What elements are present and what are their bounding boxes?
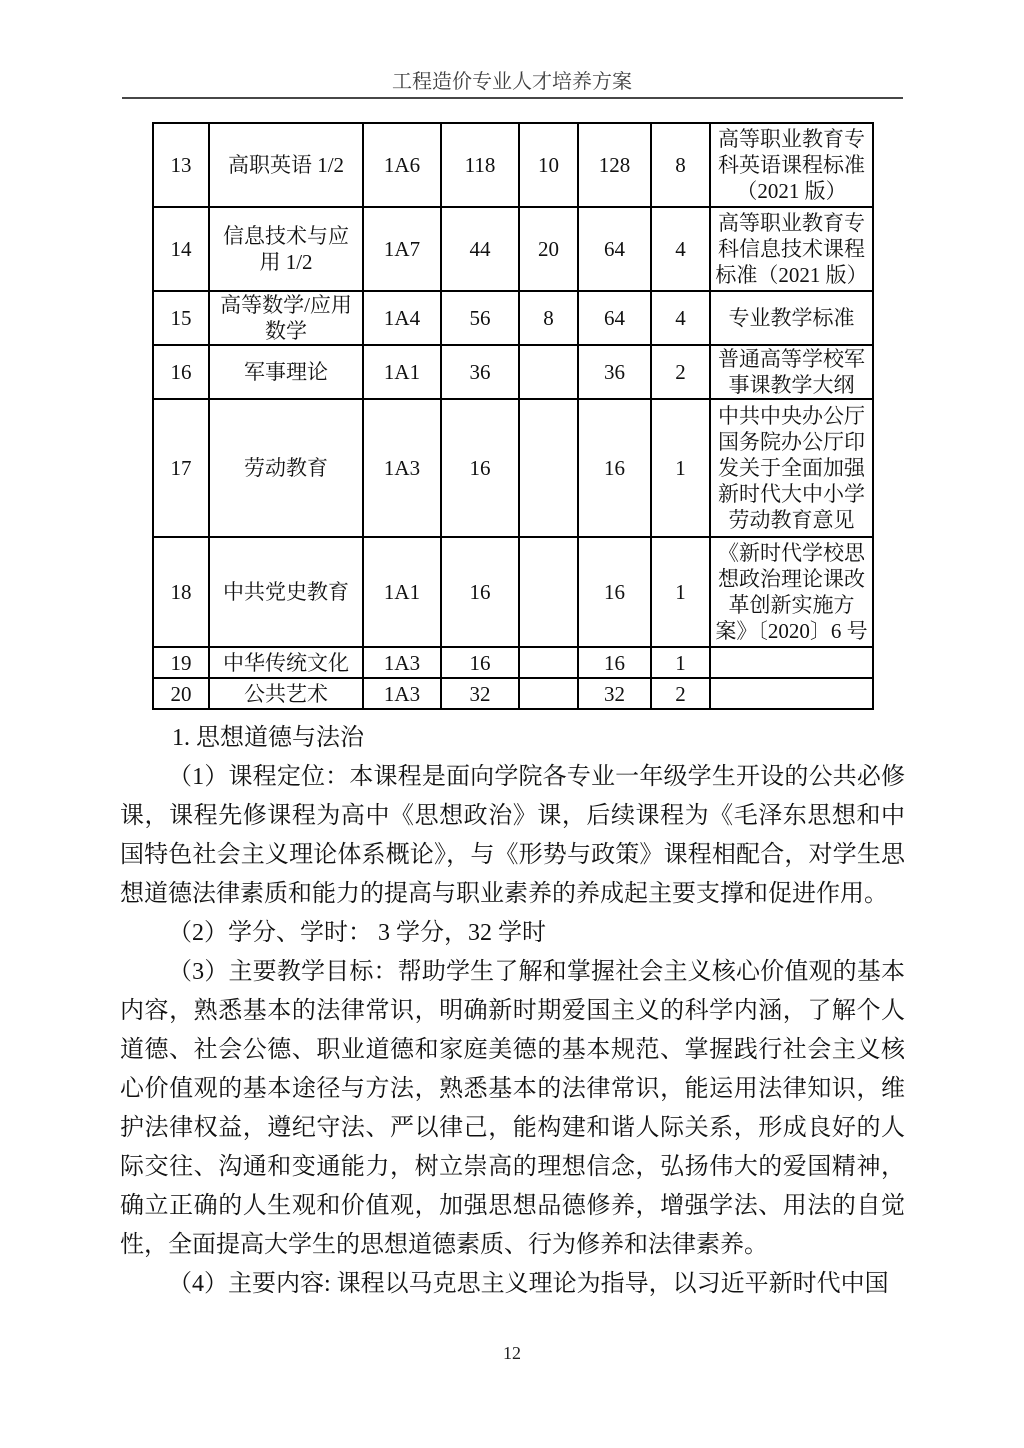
- cell-practice-hours: [519, 537, 578, 647]
- table-row: [153, 123, 873, 207]
- cell-credits: 1: [651, 537, 710, 647]
- cell-credits: 1: [651, 399, 710, 537]
- page-number: 12: [503, 1343, 521, 1363]
- paragraph: （2）学分、学时： 3 学分，32 学时: [168, 920, 546, 946]
- cell-row-number: 13: [153, 123, 209, 207]
- cell-total-hours: 32: [578, 678, 651, 709]
- cell-standard-basis: 中共中央办公厅国务院办公厅印发关于全面加强新时代大中小学劳动教育意见: [710, 399, 873, 537]
- cell-practice-hours: [519, 647, 578, 678]
- cell-course-name: 高等数学/应用数学: [209, 291, 363, 345]
- table-row: [153, 291, 873, 345]
- cell-total-hours: 128: [578, 123, 651, 207]
- cell-course-code: 1A4: [363, 291, 441, 345]
- cell-row-number: 15: [153, 291, 209, 345]
- page-header-title: 工程造价专业人才培养方案: [392, 71, 632, 93]
- cell-course-code: 1A3: [363, 399, 441, 537]
- cell-total-hours: 36: [578, 345, 651, 399]
- cell-total-hours: 16: [578, 537, 651, 647]
- course-table-body: [153, 123, 873, 709]
- cell-course-name: 中共党史教育: [209, 537, 363, 647]
- cell-standard-basis: [710, 647, 873, 678]
- cell-theory-hours: 36: [441, 345, 519, 399]
- cell-credits: 4: [651, 207, 710, 291]
- cell-total-hours: 16: [578, 399, 651, 537]
- cell-course-code: 1A1: [363, 345, 441, 399]
- cell-standard-basis: 专业教学标准: [710, 291, 873, 345]
- cell-credits: 1: [651, 647, 710, 678]
- cell-row-number: 18: [153, 537, 209, 647]
- table-row: [153, 399, 873, 537]
- cell-course-name: 高职英语 1/2: [209, 123, 363, 207]
- cell-theory-hours: 44: [441, 207, 519, 291]
- cell-practice-hours: [519, 399, 578, 537]
- cell-practice-hours: 8: [519, 291, 578, 345]
- table-row: [153, 537, 873, 647]
- cell-total-hours: 16: [578, 647, 651, 678]
- paragraph: （4）主要内容: 课程以马克思主义理论为指导，以习近平新时代中国: [168, 1271, 889, 1297]
- table-row: [153, 207, 873, 291]
- cell-credits: 4: [651, 291, 710, 345]
- cell-standard-basis: 普通高等学校军事课教学大纲: [710, 345, 873, 399]
- cell-row-number: 17: [153, 399, 209, 537]
- cell-course-name: 劳动教育: [209, 399, 363, 537]
- cell-theory-hours: 16: [441, 647, 519, 678]
- cell-practice-hours: [519, 345, 578, 399]
- cell-course-code: 1A3: [363, 678, 441, 709]
- cell-total-hours: 64: [578, 291, 651, 345]
- cell-practice-hours: 20: [519, 207, 578, 291]
- cell-course-name: 中华传统文化: [209, 647, 363, 678]
- table-row: [153, 678, 873, 709]
- table-row: [153, 647, 873, 678]
- cell-standard-basis: 高等职业教育专科信息技术课程标准（2021 版）: [710, 207, 873, 291]
- cell-standard-basis: [710, 678, 873, 709]
- paragraph: （3）主要教学目标：帮助学生了解和掌握社会主义核心价值观的基本内容，熟悉基本的法律常识，明确新时期爱国主义的科学内涵，了解个人道德、社会公德、职业道德和家庭美德的基本规范、掌握践行社会主义核心价值观的基本途径与方法，熟悉基本的法律常识，能运用法律知识，维护法律权益，遵纪守法、严以律己，能构建和谐人际关系，形成良好的人际交往、沟通和变通能力，树立崇高的理想信念，弘扬伟大的爱国精神，确立正确的人生观和价值观，加强思想品德修养，增强学法、用法的自觉性，全面提高大学生的思想道德素质、行为修养和法律素养。: [120, 959, 905, 1258]
- table-row: [153, 345, 873, 399]
- cell-course-code: 1A6: [363, 123, 441, 207]
- cell-course-name: 公共艺术: [209, 678, 363, 709]
- cell-credits: 2: [651, 678, 710, 709]
- cell-course-code: 1A3: [363, 647, 441, 678]
- cell-theory-hours: 16: [441, 399, 519, 537]
- cell-course-name: 军事理论: [209, 345, 363, 399]
- cell-theory-hours: 16: [441, 537, 519, 647]
- cell-theory-hours: 118: [441, 123, 519, 207]
- cell-credits: 2: [651, 345, 710, 399]
- cell-standard-basis: 《新时代学校思想政治理论课改革创新实施方案》〔2020〕6 号: [710, 537, 873, 647]
- header-rule: [122, 97, 903, 99]
- cell-course-name: 信息技术与应用 1/2: [209, 207, 363, 291]
- cell-total-hours: 64: [578, 207, 651, 291]
- cell-practice-hours: [519, 678, 578, 709]
- body-text: [120, 719, 905, 1304]
- cell-row-number: 20: [153, 678, 209, 709]
- cell-row-number: 16: [153, 345, 209, 399]
- cell-theory-hours: 32: [441, 678, 519, 709]
- cell-standard-basis: 高等职业教育专科英语课程标准（2021 版）: [710, 123, 873, 207]
- cell-practice-hours: 10: [519, 123, 578, 207]
- cell-credits: 8: [651, 123, 710, 207]
- cell-course-code: 1A7: [363, 207, 441, 291]
- paragraph: （1）课程定位：本课程是面向学院各专业一年级学生开设的公共必修课，课程先修课程为高中《思想政治》课，后续课程为《毛泽东思想和中国特色社会主义理论体系概论》，与《形势与政策》课程相配合，对学生思想道德法律素质和能力的提高与职业素养的养成起主要支撑和促进作用。: [120, 764, 905, 907]
- course-table: [152, 122, 874, 710]
- cell-row-number: 19: [153, 647, 209, 678]
- cell-row-number: 14: [153, 207, 209, 291]
- section-heading: 1. 思想道德与法治: [172, 725, 364, 751]
- cell-theory-hours: 56: [441, 291, 519, 345]
- cell-course-code: 1A1: [363, 537, 441, 647]
